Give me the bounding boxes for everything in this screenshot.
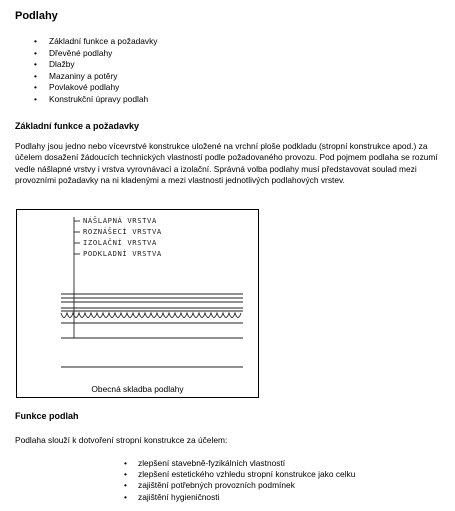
- toc-item[interactable]: • Dřevěné podlahy: [34, 48, 157, 60]
- layer-label: PODKLADNÍ VRSTVA: [83, 249, 162, 258]
- section-heading-funkce-podlah: Funkce podlah: [15, 411, 79, 421]
- toc-item[interactable]: • Základní funkce a požadavky: [34, 36, 157, 48]
- list-item: • zlepšení stavebně-fyzikálních vlastností: [124, 458, 355, 469]
- list-item: • zajištění hygieničnosti: [124, 492, 355, 503]
- list-item: • zlepšení estetického vzhledu stropní konstrukce jako celku: [124, 469, 355, 480]
- section-intro: Podlaha slouží k dotvoření stropní konstrukce za účelem:: [15, 435, 228, 445]
- page-title: Podlahy: [15, 10, 58, 22]
- function-list: [124, 458, 355, 503]
- table-of-contents: [34, 36, 157, 105]
- toc-item[interactable]: • Dlažby: [34, 59, 157, 71]
- layer-label: IZOLAČNÍ VRSTVA: [83, 238, 157, 247]
- figure-caption: Obecná skladba podlahy: [91, 384, 184, 394]
- layer-label: NÁŠLAPNÁ VRSTVA: [83, 216, 157, 225]
- toc-item[interactable]: • Mazaniny a potěry: [34, 71, 157, 83]
- toc-item[interactable]: • Konstrukční úpravy podlah: [34, 94, 157, 106]
- floor-composition-figure: [16, 209, 259, 398]
- list-item: • zajištění potřebných provozních podmínek: [124, 480, 355, 491]
- layer-label: ROZNÁŠECÍ VRSTVA: [83, 227, 162, 236]
- floor-layers-sketch: [17, 210, 258, 397]
- section-heading-zakladni-funkce: Základní funkce a požadavky: [15, 121, 140, 131]
- toc-item[interactable]: • Povlakové podlahy: [34, 82, 157, 94]
- section-paragraph: Podlahy jsou jedno nebo vícevrstvé konstrukce uložené na vrchní ploše podkladu (stropní konstrukce apod.) za účelem dosažení žádoucích technických vlastností podle požadovaného provozu. Pod pojmem podlaha se rozumí vedle nášlapné vrstvy i vrstva vyrovnávací a izolační. Správná volba podlahy musí představovat soulad mezi provozními požadavky na ni kladenými a mezi vlastnosti jednotlivých podlahových vrstev.: [15, 141, 438, 186]
